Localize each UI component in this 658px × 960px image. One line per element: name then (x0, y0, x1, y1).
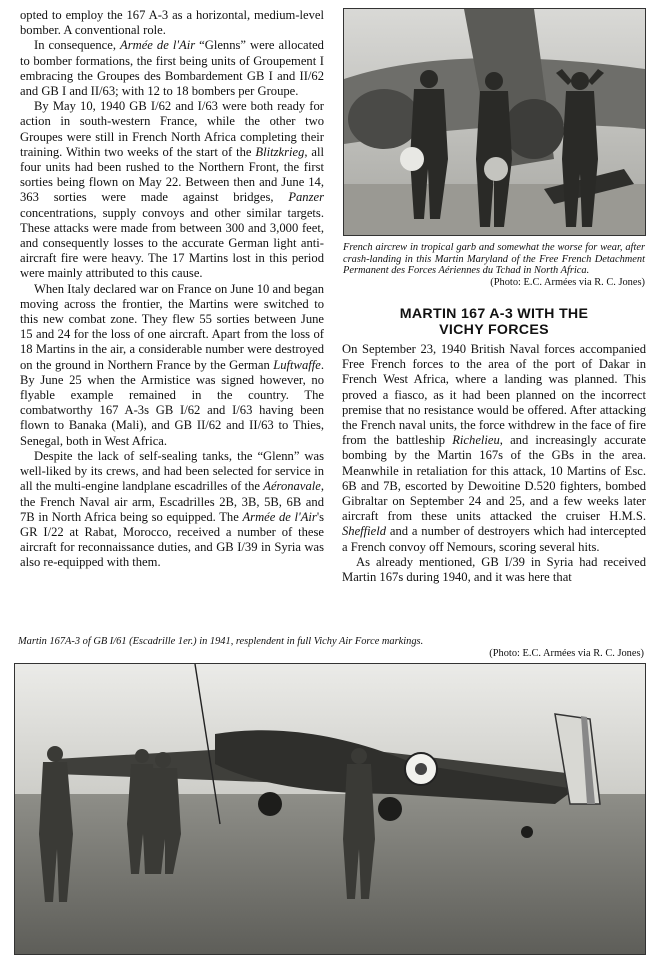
left-paragraph-3: By May 10, 1940 GB I/62 and I/63 were both ready for action in south-western France, while the other two Groupes were still in French North Africa completing their training. Within two weeks of the start of the Blitzkrieg, all four units had been rushed to the Northern Front, the first sorties being flown on May 22. Between then and June 14, 363 sorties were made against bridges, Panzer concentrations, supply convoys and other similar targets. These attacks were made from between 300 and 3,000 feet, and consequently losses to the accurate German light anti-aircraft fire were heavy. The 17 Martins lost in this period were mainly attributed to this cause. (20, 99, 325, 281)
left-paragraph-2: In consequence, Armée de l'Air “Glenns” were allocated to bomber formations, the first being units of Groupement I embracing the Groupes des Bombardement GB I and II/62 and GB I and II/63; with 12 to 18 bombers per Groupe. (20, 38, 324, 99)
left-paragraph-1: opted to employ the 167 A-3 as a horizontal, medium-level bomber. A conventional role. (20, 8, 324, 38)
left-column (20, 8, 324, 571)
left-paragraph-4: When Italy declared war on France on June 10 and began moving across the frontier, the Martins were switched to this new combat zone. They flew 55 sorties between June 15 and 24 for the loss of one aircraft. Apart from the loss of 18 Martins in the air, a considerable number were destroyed on the ground in Northern France by the German Luftwaffe. By June 25 when the Armistice was signed however, no flyable example remained in the country. The combatworthy 167 A-3s GB I/62 and I/63 having been flown to Banaka (Mali), and GB II/62 and II/63 to Thies, Senegal, both in West Africa. (20, 281, 324, 448)
bomber-photo-illustration (15, 664, 645, 954)
aircrew-photo-illustration (344, 9, 645, 235)
right-paragraph-1: On September 23, 1940 British Naval forces accompanied Free French forces to the area of the port of Dakar in French West Africa, where a landing was planned. This proved a fiasco, as it had been planned on the incorrect premise that no resistance would be offered. After attacking the French naval units, the force withdrew in the face of fire from the battleship Richelieu, and increasingly accurate bombing by the Martin 167s of the GBs in the area. Meanwhile in retaliation for this attack, 10 Martins of Esc. 6B and 7B, escorted by Dewoitine D.520 fighters, bombed Gibraltar on September 24 and 25, and a few weeks later aircraft from these units attacked the cruiser H.M.S. Sheffield and a number of destroyers which had intercepted a French convoy off Nemours, scoring several hits. (342, 342, 647, 554)
section-heading: MARTIN 167 A-3 WITH THE VICHY FORCES (399, 306, 589, 338)
left-paragraph-5: Despite the lack of self-sealing tanks, the “Glenn” was well-liked by its crews, and had been selected for service in all the multi-engine landplane escadrilles of the Aéronavale, the French Naval air arm, Escadrilles 2B, 3B, 5B, 6B and 7B in North Africa being so equipped. The Armée de l'Air's GR I/22 at Rabat, Morocco, received a number of these aircraft for reconnaissance duties, and GB I/39 in Syria was also re-equipped with them. (20, 448, 324, 570)
right-column (342, 342, 646, 585)
aircrew-photo (343, 8, 646, 236)
aircrew-photo-caption: French aircrew in tropical garb and somewhat the worse for wear, after crash-landing in this Martin Maryland of the Free French Detachment Permanent des Forces Aériennes du Tchad in North Africa. (Photo: E.C. Armées via R. C. Jones) (343, 242, 645, 288)
right-paragraph-2: As already mentioned, GB I/39 in Syria had received Martin 167s during 1940, and it was here that (342, 554, 646, 585)
bomber-photo (14, 663, 646, 955)
bomber-photo-caption: Martin 167A-3 of GB I/61 (Escadrille 1er.) in 1941, resplendent in full Vichy Air Force markings. (Photo: E.C. Armées via R. C. Jones) (18, 636, 644, 659)
